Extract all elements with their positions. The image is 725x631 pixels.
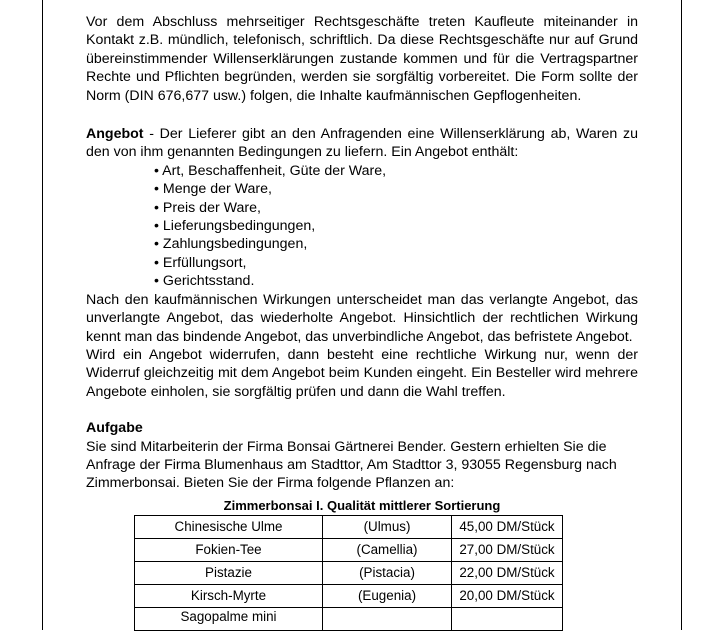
- plant-price-cell: 45,00 DM/Stück: [452, 515, 563, 538]
- plant-price-cell: [452, 607, 563, 630]
- plant-name-cell: Chinesische Ulme: [135, 515, 323, 538]
- plant-latin-cell: (Camellia): [323, 538, 452, 561]
- plant-name-cell: Fokien-Tee: [135, 538, 323, 561]
- table-row: [135, 561, 563, 584]
- offer-table: [134, 515, 563, 631]
- table-row: [135, 538, 563, 561]
- bullet-item: • Lieferungsbedingungen,: [154, 218, 316, 235]
- bullet-item: • Menge der Ware,: [154, 181, 272, 198]
- bullet-item: • Erfüllungsort,: [154, 254, 247, 271]
- table-row: [135, 584, 563, 607]
- plant-price-cell: 27,00 DM/Stück: [452, 538, 563, 561]
- document-content: [86, 13, 638, 631]
- angebot-bullet-list: [86, 162, 638, 291]
- plant-price-cell: 20,00 DM/Stück: [452, 584, 563, 607]
- table-row: [135, 515, 563, 538]
- angebot-paragraph: [86, 125, 638, 162]
- bullet-item: • Art, Beschaffenheit, Güte der Ware,: [154, 162, 387, 179]
- bullet-item: • Preis der Ware,: [154, 199, 261, 216]
- plant-name-cell: Kirsch-Myrte: [135, 584, 323, 607]
- plant-price-cell: 22,00 DM/Stück: [452, 561, 563, 584]
- bullet-item: • Zahlungsbedingungen,: [154, 236, 308, 253]
- plant-latin-cell: (Eugenia): [323, 584, 452, 607]
- document-page: [42, 0, 682, 630]
- plant-latin-cell: (Ulmus): [323, 515, 452, 538]
- plant-latin-cell: [323, 607, 452, 630]
- bullet-item: • Gerichtsstand.: [154, 273, 255, 290]
- table-row: [135, 607, 563, 630]
- intro-paragraph: Vor dem Abschluss mehrseitiger Rechtsgeschäfte treten Kaufleute miteinander in Kontakt z.B. mündlich, telefonisch, schriftlich. Da diese Rechtsgeschäfte nur auf Grund übereinstimmender Willenserklärungen zustande kommen und für die Vertragspartner Rechte und Pflichten begründen, werden sie sorgfältig vorbereitet. Die Form sollte der Norm (DIN 676,677 usw.) folgen, die Inhalte kaufmännischen Gepflogenheiten.: [86, 14, 638, 104]
- table-title: Zimmerbonsai I. Qualität mittlerer Sortierung: [223, 497, 501, 513]
- angebot-widerruf-paragraph: Wird ein Angebot widerrufen, dann besteht eine rechtliche Wirkung nur, wenn der Widerruf gleichzeitig mit dem Angebot beim Kunden eingeht. Ein Besteller wird mehrere Angebote einholen, sie sorgfältig prüfen und dann die Wahl treffen.: [86, 346, 638, 400]
- aufgabe-heading: Aufgabe: [86, 420, 143, 437]
- plant-name-cell: Sagopalme mini: [135, 607, 323, 630]
- angebot-text: - Der Lieferer gibt an den Anfragenden eine Willenserklärung ab, Waren zu den von ihm genannten Bedingungen zu liefern. Ein Angebot enthält:: [86, 126, 638, 161]
- aufgabe-paragraph: Sie sind Mitarbeiterin der Firma Bonsai Gärtnerei Bender. Gestern erhielten Sie die Anfrage der Firma Blumenhaus am Stadttor, Am Stadttor 3, 93055 Regensburg nach Zimmerbonsai. Bieten Sie der Firma folgende Pflanzen an:: [86, 438, 617, 492]
- angebot-heading: Angebot: [86, 126, 144, 143]
- angebot-wirkungen-paragraph: Nach den kaufmännischen Wirkungen unterscheidet man das verlangte Angebot, das unverlangte Angebot, das wiederholte Angebot. Hinsichtlich der rechtlichen Wirkung kennt man das bindende Angebot, das unverbindliche Angebot, das befristete Angebot.: [86, 291, 638, 345]
- plant-latin-cell: (Pistacia): [323, 561, 452, 584]
- plant-name-cell: Pistazie: [135, 561, 323, 584]
